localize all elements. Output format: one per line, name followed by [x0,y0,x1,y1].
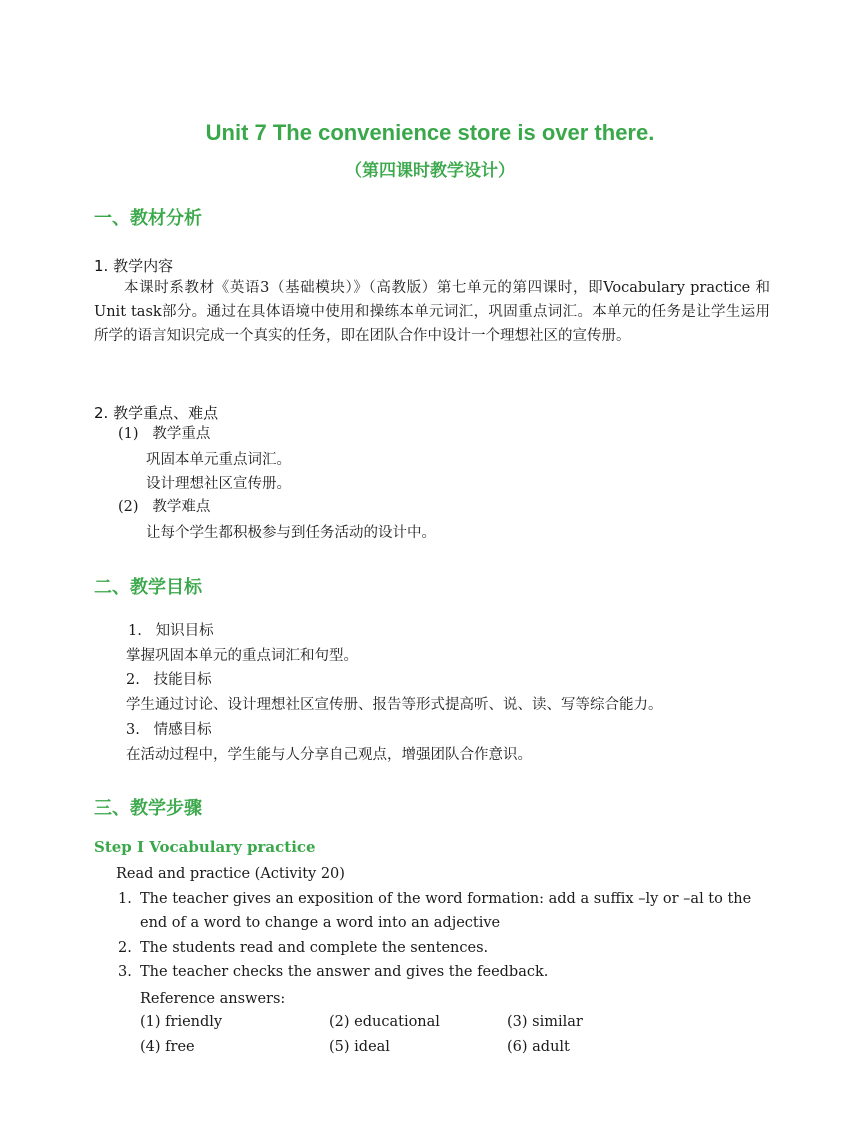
answer-5: (5) ideal [329,1039,390,1055]
keypoint-1 [118,422,210,446]
goal-1-heading [128,619,214,643]
step-item-2-num: 2. [118,940,132,956]
subheading-content: 1. 教学内容 [94,257,174,275]
section-heading-goals: 二、教学目标 [94,577,202,598]
section-heading-analysis: 一、教材分析 [94,208,202,229]
step-item-2 [118,936,770,960]
step-item-1-text: The teacher gives an exposition of the word formation: add a suffix –ly or –al to the end of a word to change a word into an adjective [140,891,752,931]
step-item-1 [118,887,770,935]
goal-2-label: 技能目标 [153,672,212,688]
answer-2: (2) educational [329,1014,440,1030]
page-subtitle: （第四课时教学设计） [345,161,515,181]
step-item-1-num: 1. [118,891,132,907]
step-item-3-text: The teacher checks the answer and gives the feedback. [140,964,549,980]
goal-3-text: 在活动过程中，学生能与人分享自己观点，增强团队合作意识。 [126,747,532,763]
answer-3: (3) similar [507,1014,583,1030]
goal-2-heading [126,668,212,692]
keypoint-2-item-a: 让每个学生都积极参与到任务活动的设计中。 [146,525,436,541]
section-heading-steps: 三、教学步骤 [94,798,202,819]
goal-3-heading [126,718,212,742]
step-item-3 [118,960,770,984]
goal-1-label: 知识目标 [155,623,214,639]
keypoint-2 [118,495,210,519]
keypoint-1-item-b: 设计理想社区宣传册。 [146,476,291,492]
step-1-heading: Step I Vocabulary practice [94,838,316,856]
goal-2-num: 2. [126,672,140,688]
answer-1: (1) friendly [140,1014,223,1030]
keypoint-1-item-a: 巩固本单元重点词汇。 [146,452,291,468]
step-1-subheading: Read and practice (Activity 20) [116,866,345,882]
keypoint-1-num: (1) [118,426,139,442]
content-paragraph: 本课时系教材《英语3（基础模块）》（高教版）第七单元的第四课时，即Vocabulary practice 和Unit task部分。通过在具体语境中使用和操练本单元词汇，巩固重点词汇。本单元的任务是让学生运用所学的语言知识完成一个真实的任务，即在团队合作中设计一个理想社区的宣传册。 [94,280,770,344]
page-title: Unit 7 The convenience store is over there. [205,120,655,145]
goal-1-text: 掌握巩固本单元的重点词汇和句型。 [126,648,358,664]
step-item-3-num: 3. [118,964,132,980]
answer-4: (4) free [140,1039,195,1055]
goal-1-num: 1. [128,623,142,639]
goal-2-text: 学生通过讨论、设计理想社区宣传册、报告等形式提高听、说、读、写等综合能力。 [126,697,663,713]
step-item-2-text: The students read and complete the sentences. [140,940,489,956]
keypoint-2-label: 教学难点 [152,499,211,515]
answer-6: (6) adult [507,1039,570,1055]
reference-answers-label: Reference answers: [140,991,286,1007]
goal-3-num: 3. [126,722,140,738]
keypoint-1-label: 教学重点 [152,426,211,442]
subheading-keypoints: 2. 教学重点、难点 [94,404,219,422]
goal-3-label: 情感目标 [153,722,212,738]
keypoint-2-num: (2) [118,499,139,515]
